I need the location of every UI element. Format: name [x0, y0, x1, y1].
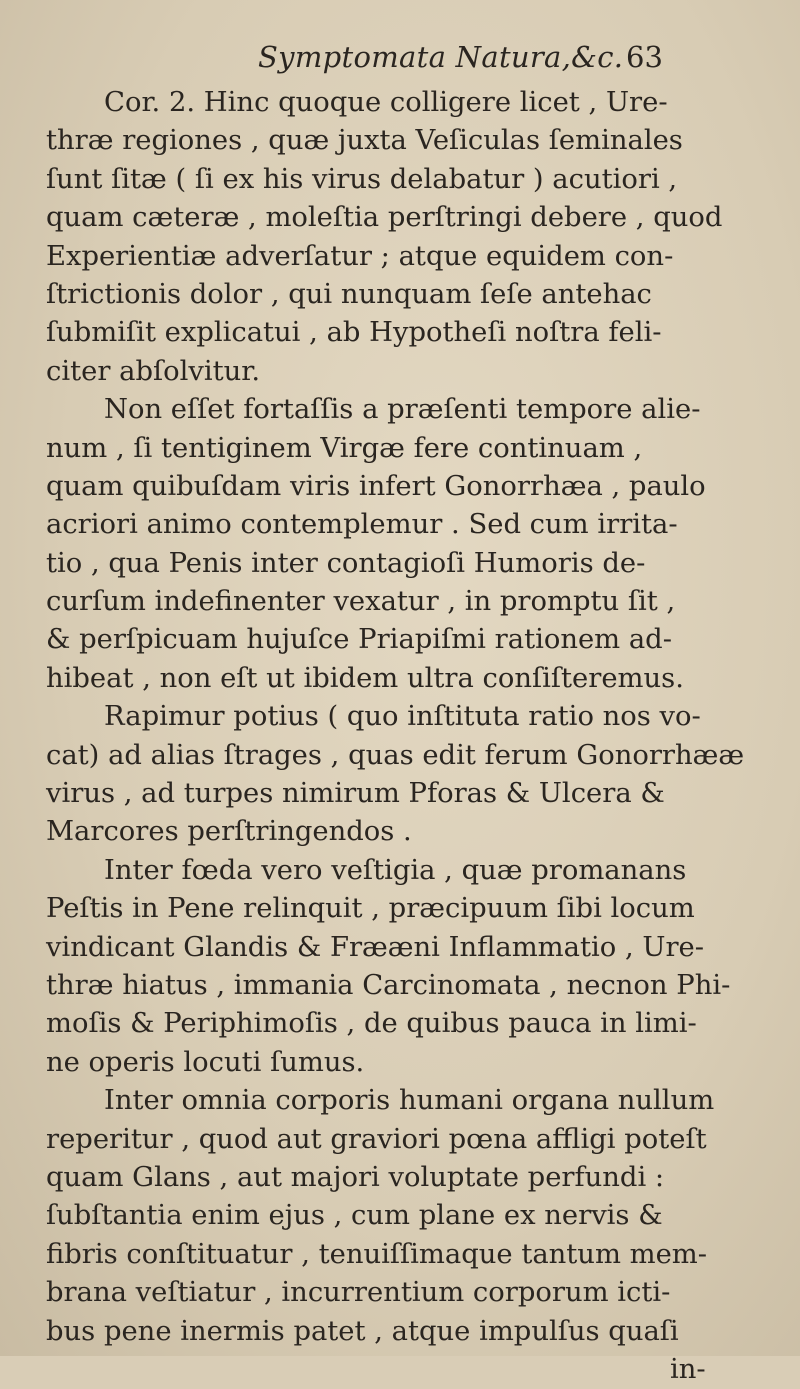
text-line: Non eſſet fortaſſis a præſenti tempore alie-	[104, 394, 701, 426]
text-line: vindicant Glandis & Frææni Inflammatio , Ure-	[46, 931, 705, 963]
text-line: reperitur , quod aut graviori pœna affligi poteſt	[46, 1123, 707, 1155]
page-header	[0, 40, 800, 84]
text-line: cat) ad alias ſtrages , quas edit ferum Gonorrhææ	[46, 739, 745, 771]
text-line: Experientiæ adverſatur ; atque equidem con-	[46, 240, 674, 272]
paragraph-vestigia	[46, 852, 776, 1082]
text-line: fibris conſtituatur , tenuiſſimaque tantum mem-	[46, 1238, 708, 1270]
text-line: Cor. 2. Hinc quoque colligere licet , Ure-	[104, 87, 668, 118]
paragraph-corollary-2	[46, 84, 776, 391]
text-line: moſis & Periphimoſis , de quibus pauca in limi-	[46, 1008, 697, 1040]
text-line: thræ hiatus , immania Carcinomata , necnon Phi-	[46, 969, 731, 1001]
paragraph-strages	[46, 698, 776, 852]
text-line: citer abſolvitur.	[46, 355, 261, 387]
text-line: brana veſtiatur , incurrentium corporum icti-	[46, 1277, 671, 1309]
catchword: in-	[670, 1353, 706, 1385]
text-line: quam cæteræ , moleſtia perſtringi debere , quod	[46, 202, 723, 234]
text-line: quam quibuſdam viris infert Gonorrhæa , paulo	[46, 470, 706, 502]
text-line: acriori animo contemplemur . Sed cum irrita-	[46, 509, 678, 541]
text-line: ſtrictionis dolor , qui nunquam ſeſe antehac	[46, 278, 652, 310]
text-line: Marcores perſtringendos .	[46, 816, 412, 848]
text-line: quam Glans , aut majori voluptate perfundi :	[46, 1161, 665, 1193]
paragraph-glans	[46, 1082, 776, 1351]
text-line: curſum indefinenter vexatur , in promptu ſit ,	[46, 586, 676, 618]
text-line: bus pene inermis patet , atque impulſus quaſi	[46, 1315, 679, 1347]
text-line: Rapimur potius ( quo inſtituta ratio nos vo-	[104, 701, 701, 733]
text-line: hibeat , non eſt ut ibidem ultra conſiſteremus.	[46, 662, 684, 694]
text-line: ne operis locuti ſumus.	[46, 1046, 365, 1078]
paragraph-tentigo	[46, 391, 776, 698]
page-number: 63	[626, 40, 663, 74]
text-line: ſubmiſit explicatui , ab Hypotheſi noſtra feli-	[46, 317, 662, 349]
text-line: num , ſi tentiginem Virgæ fere continuam ,	[46, 432, 643, 464]
running-head: Symptomata Natura,&c.	[258, 40, 624, 74]
text-line: tio , qua Penis inter contagioſi Humoris de-	[46, 547, 646, 579]
text-line: Inter omnia corporis humani organa nullum	[104, 1085, 715, 1117]
text-line: Inter fœda vero veſtigia , quæ promanans	[104, 854, 687, 886]
text-line: virus , ad turpes nimirum Pforas & Ulcera &	[46, 778, 665, 810]
text-line: thræ regiones , quæ juxta Veſiculas ſeminales	[46, 125, 683, 157]
text-line: Peſtis in Pene relinquit , præcipuum ſibi locum	[46, 893, 695, 925]
body-text	[46, 84, 776, 1389]
text-line: ſubſtantia enim ejus , cum plane ex nervis &	[46, 1200, 663, 1232]
text-line: & perſpicuam hujuſce Priapiſmi rationem ad-	[46, 624, 672, 656]
text-line: ſunt ſitæ ( ſi ex his virus delabatur ) acutiori ,	[46, 163, 678, 195]
